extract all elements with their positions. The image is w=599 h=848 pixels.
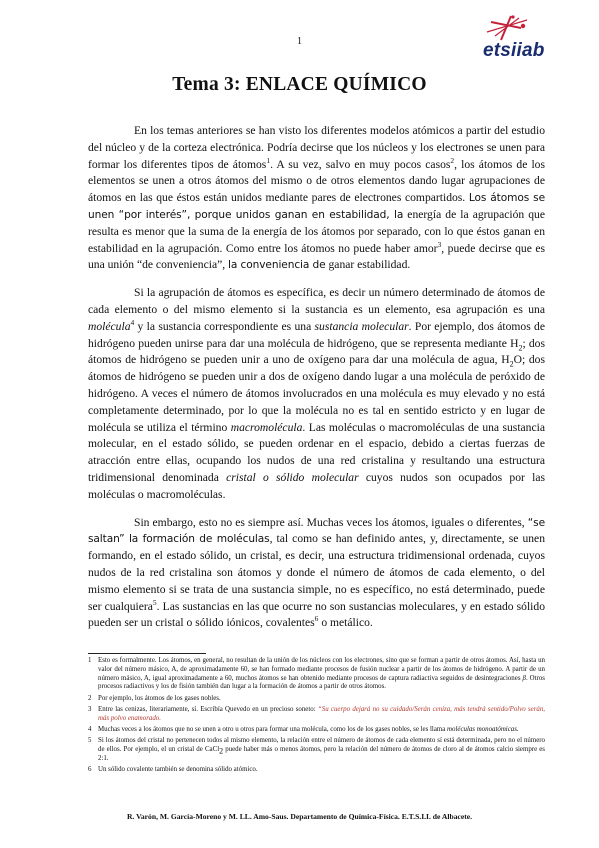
text-run: Sin embargo, esto no es siempre así. Muchas veces los átomos, iguales o diferentes, (134, 515, 528, 529)
text-run: . Las sustancias en las que ocurre no son sustancias moleculares, y en estado sólido pueden ser un cristal o sólido iónicos, covalentes (88, 599, 545, 630)
text-run: ganar estabilidad. (325, 258, 411, 272)
text-run: y la sustancia correspondiente es una (134, 319, 315, 333)
footnote-text: puede haber más o menos átomos, pero la relación del número de átomos de cloro al de átomos calcio siempre es 2:1. (98, 745, 545, 762)
footnote-text: Esto es formalmente. Los átomos, en general, no resultan de la unión de los núcleos con los electrones, sino que se forman a partir de otros átomos. Así, hasta un valor del número másico, A, de aproximadamente 60, se han formado mediante procesos de fusión nuclear a partir de los átomos de hidrógeno. A partir de un número másico, A, igual aproximadamente a 60, muchos átomos se han obtenido mediante procesos de captura radiactiva seguidos de desintegraciones (98, 657, 545, 682)
text-run: o metálico. (318, 616, 373, 630)
footnote-divider (88, 653, 206, 654)
page-footer: R. Varón, M. García-Moreno y M. LL. Amo-Saus. Departamento de Química-Física. E.T.S.I.I. de Albacete. (126, 812, 473, 821)
footnote-text: Si los átomos del cristal no pertenecen todos al mismo elemento, la relación entre el número de átomos de cada elemento sí está determinada, pero no el número de ellos. Por ejemplo, el un cristal de CaCl (98, 736, 545, 753)
highlighted-text: la conveniencia de (228, 259, 326, 272)
text-run: En los temas anteriores se han visto los diferentes modelos atómicos a partir del estudio del núcleo y de la corteza electrónica. Podría decirse que los núcleos y los electrones se unen para formar los diferentes tipos de átomos (88, 124, 545, 171)
footnote-number: 4 (88, 725, 92, 733)
highlighted-text: Los átomos se unen “por interés”, porque unidos ganan en estabilidad, la (88, 192, 545, 221)
term-cristal-molecular: cristal o sólido molecular (226, 470, 359, 484)
paragraph-2 (88, 285, 545, 503)
term-macromolecula: macromolécula (230, 420, 303, 434)
beta-symbol: β (522, 674, 526, 682)
footnote-3 (88, 706, 545, 724)
footnote-2 (88, 695, 545, 704)
text-run: energía de la agrupación que resulta es menor que la suma de la energía de los átomos por separado, con lo que éstos ganan en estabilidad en la agrupación. Como entre los átomos no puede haber amor (88, 207, 545, 255)
term-sustancia-molecular: sustancia molecular (314, 319, 409, 333)
footnote-number: 5 (88, 736, 92, 744)
page-title: Tema 3: ENLACE QUÍMICO (172, 74, 427, 95)
footnote-number: 3 (88, 705, 92, 713)
footnote-ref-6: 6 (314, 614, 319, 624)
footnote-number: 1 (88, 657, 92, 664)
text-run: O; dos átomos de hidrógeno se pueden unir a dos de oxígeno dando lugar a una molécula de peróxido de hidrógeno. A veces el número de átomos involucrados en una molécula es muy elevado y no está completamente determinado, por lo que la molécula no es tal en sentido estricto y en lugar de molécula se utiliza el término (88, 353, 545, 434)
text-run: , tal como se han definido antes, y, directamente, se unen formando, en el estado sólido, un cristal, es decir, una estructura tridimensional ordenada, cuyos nudos de la red cristalina son átomos y donde el número de átomos de cada elemento, o del mismo elemento si se trata de una sustancia simple, no es específico, no está determinado, puede ser cualquiera (88, 532, 545, 613)
footnote-ref-2: 2 (450, 155, 455, 165)
paragraph-1 (88, 123, 545, 274)
text-run: . Por ejemplo, dos átomos de hidrógeno pueden unirse para dar una molécula de hidrógeno, que se representa mediante H (88, 319, 545, 350)
body-text (88, 123, 545, 632)
text-run: cuyos nudos son ocupados por las moléculas o macromoléculas. (88, 470, 545, 501)
logo-text: etsiiab (483, 40, 545, 61)
subscript: 2 (219, 746, 224, 756)
page-number: 1 (297, 36, 302, 47)
footnote-text: . Otros procesos radiactivos y los de fisión también dan lugar a la formación de átomos a partir de otros átomos. (98, 674, 545, 691)
term-moleculas-monoatomicas: moléculas monoatómicas (447, 725, 517, 733)
text-run: , puede decirse que es una unión “de conveniencia”, (88, 241, 546, 272)
subscript: 2 (509, 359, 514, 369)
footnote-5 (88, 737, 545, 763)
footnote-text: . (516, 725, 519, 733)
text-run: . Las moléculas o macromoléculas de una sustancia molecular, en el estado sólido, se pueden ordenar en el espacio, debido a ciertas fuerzas de atracción entre ellas, ocupando los nudos de una red cristalina y resultando una estructura tridimensional denominada (88, 420, 545, 484)
footnote-1 (88, 657, 545, 692)
footnote-text: Entre las cenizas, literariamente, sí. Escribía Quevedo en un precioso soneto: (98, 705, 318, 713)
footnote-ref-3: 3 (437, 239, 442, 249)
footnote-ref-4: 4 (130, 317, 135, 327)
footnote-text: Por ejemplo, los átomos de los gases nobles. (98, 694, 221, 702)
footnote-text: Un sólido covalente también se denomina sólido atómico. (98, 765, 258, 773)
footnote-ref-5: 5 (152, 597, 157, 607)
paragraph-3 (88, 515, 545, 633)
text-run: , los átomos de los elementos se unen a otros átomos del mismo o de otros elementos dando lugar agrupaciones de átomos en las que éstos están unidos mediante pares de electrones compartidos. (88, 157, 545, 205)
footnote-6 (88, 766, 545, 775)
text-run: ; dos átomos de hidrógeno se pueden unir a uno de oxígeno para dar una molécula de agua, H (88, 336, 545, 367)
quevedo-quote: “Su cuerpo dejará no su cuidado/Serán ceniza, más tendrá sentido/Polvo serán, más polvo enamorado. (98, 705, 545, 722)
footnotes (88, 657, 545, 777)
text-run: . A su vez, salvo en muy pocos casos (270, 157, 451, 171)
subscript: 2 (518, 342, 523, 352)
highlighted-text: “se saltan” la formación de moléculas (88, 516, 545, 546)
footnote-text: Muchas veces a los átomos que no se unen a otro u otros para formar una molécula, como los de los gases nobles, se les llama (98, 725, 448, 733)
footnote-number: 2 (88, 694, 92, 702)
footnote-4 (88, 726, 545, 735)
term-molecula: molécula (88, 319, 131, 333)
footnote-ref-1: 1 (266, 155, 271, 165)
text-run: Si la agrupación de átomos es específica, es decir un número determinado de átomos de cada elemento o del mismo elemento si la sustancia es un elemento, esa agrupación es una (88, 286, 545, 316)
footnote-number: 6 (88, 765, 92, 773)
